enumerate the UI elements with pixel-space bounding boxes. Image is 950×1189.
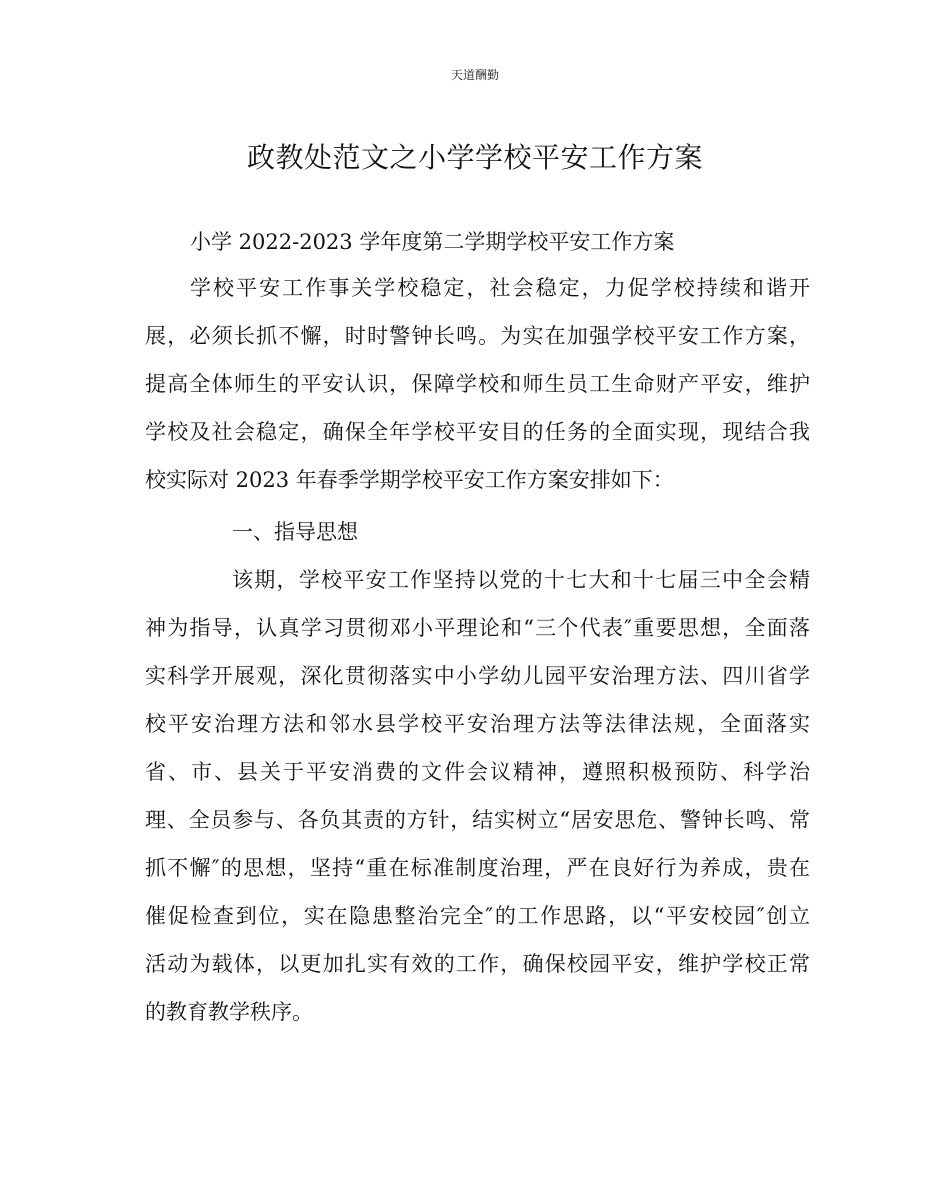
- paragraph1-line-4: 学校及社会稳定，确保全年学校平安目的任务的全面实现，现结合我: [145, 420, 810, 444]
- paragraph2-line-10: 的教育教学秩序。: [145, 1000, 313, 1024]
- paragraph2-line-6: 理、全员参与、各负其责的方针，结实树立“居安思危、警钟长鸣、常: [145, 808, 810, 832]
- paragraph2-line-7: 抓不懈″的思想，坚持“重在标准制度治理，严在良好行为养成，贵在: [145, 856, 810, 880]
- paragraph2-line-8: 催促检查到位，实在隐患整治完全″的工作思路，以“平安校园″创立: [145, 904, 810, 928]
- paragraph2-line-3: 实科学开展观，深化贯彻落实中小学幼儿园平安治理方法、四川省学: [145, 664, 810, 688]
- document-title: 政教处范文之小学学校平安工作方案: [246, 141, 703, 174]
- document-subtitle: 小学 2022-2023 学年度第二学期学校平安工作方案: [190, 230, 675, 254]
- section-heading: 一、指导思想: [232, 520, 358, 544]
- paragraph2-line-9: 活动为载体，以更加扎实有效的工作，确保校园平安，维护学校正常: [145, 952, 810, 976]
- paragraph1-line-5: 校实际对 2023 年春季学期学校平安工作方案安排如下：: [145, 468, 674, 492]
- paragraph1-line-1: 学校平安工作事关学校稳定，社会稳定，力促学校持续和谐开: [190, 276, 810, 300]
- paragraph2-line-2: 神为指导，认真学习贯彻邓小平理论和“三个代表″重要思想，全面落: [145, 616, 810, 640]
- page-header: 天道酬勤: [450, 68, 499, 82]
- paragraph1-line-3: 提高全体师生的平安认识，保障学校和师生员工生命财产平安，维护: [145, 372, 810, 396]
- paragraph1-line-2: 展，必须长抓不懈，时时警钟长鸣。为实在加强学校平安工作方案，: [145, 324, 810, 348]
- paragraph2-line-1: 该期，学校平安工作坚持以党的十七大和十七届三中全会精: [232, 568, 810, 592]
- paragraph2-line-5: 省、市、县关于平安消费的文件会议精神，遵照积极预防、科学治: [145, 760, 810, 784]
- paragraph2-line-4: 校平安治理方法和邻水县学校平安治理方法等法律法规，全面落实: [145, 712, 810, 736]
